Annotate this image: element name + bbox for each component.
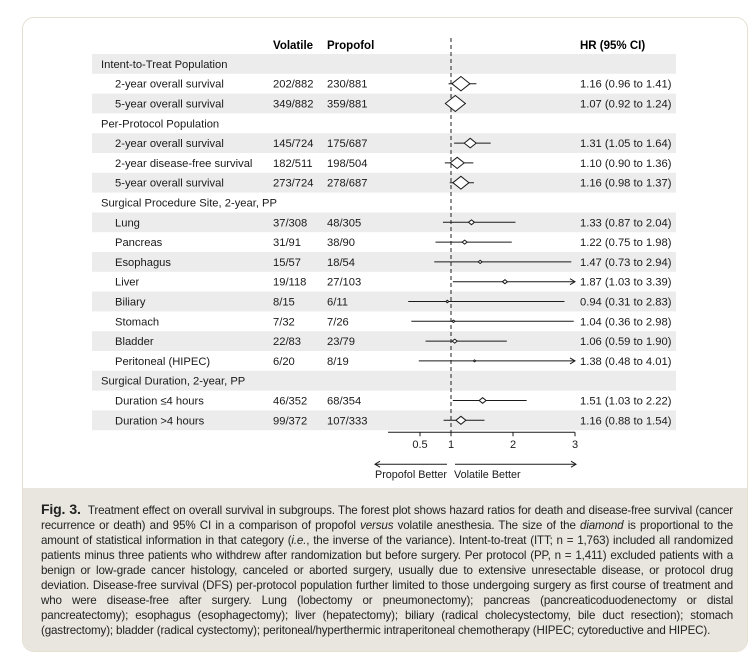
row-label: 2-year overall survival	[115, 138, 224, 151]
caption-italic-ie: i.e.	[291, 534, 307, 547]
propofol-count: 27/103	[327, 276, 362, 289]
row-label: Pancreas	[115, 237, 163, 250]
propofol-count: 175/687	[327, 138, 368, 151]
row-label: Stomach	[115, 316, 160, 329]
caption-text-2: volatile anesthesia. The size of the	[393, 519, 581, 532]
table-row	[115, 237, 672, 249]
caption-italic-versus: versus	[360, 519, 394, 532]
diamond-marker-icon	[450, 157, 464, 168]
row-label: 2-year overall survival	[115, 78, 224, 91]
hr-ci-value: 0.94 (0.31 to 2.83)	[580, 296, 672, 309]
figure-label: Fig. 3.	[41, 501, 81, 517]
group-row	[101, 59, 227, 71]
volatile-count: 6/20	[273, 355, 295, 368]
direction-arrows	[375, 461, 576, 481]
volatile-count: 7/32	[273, 316, 295, 329]
row-label: 5-year overall survival	[115, 98, 224, 111]
row-label: Peritoneal (HIPEC)	[115, 355, 211, 368]
group-row	[101, 198, 277, 210]
propofol-better-label: Propofol Better	[375, 469, 448, 482]
row-label: Lung	[115, 217, 140, 230]
propofol-count: 68/354	[327, 395, 362, 408]
volatile-count: 46/352	[273, 395, 308, 408]
hr-ci-value: 1.04 (0.36 to 2.98)	[580, 316, 672, 329]
volatile-count: 273/724	[273, 177, 314, 190]
diamond-marker-icon	[452, 320, 455, 322]
hr-ci-value: 1.31 (1.05 to 1.64)	[580, 138, 672, 151]
volatile-count: 22/83	[273, 336, 301, 349]
hr-ci-value: 1.22 (0.75 to 1.98)	[580, 237, 672, 250]
diamond-marker-icon	[479, 398, 486, 404]
axis-tick-label: 2	[509, 439, 517, 452]
caption-text-4: , the inverse of the variance). Intent-to-treat (ITT; n = 1,763) included all randomized patients minus three patients who withdrew after randomization but before surgery. Per protocol (PP, n = 1,411) excluded patients with a benign or low-grade cancer histology, canceled or aborted surgery, usually due to extensive unresectable disease, or protocol drug deviation. Disease-free survival (DFS) per-protocol population further limited to those undergoing surgery as first course of treatment and who were disease-free after surgery. Lung (lobectomy or pneumonectomy); pancreas (pancreaticoduodenectomy or distal pancreatectomy); esophagus (esophagectomy); liver (hepatectomy); biliary (radical cholecystectomy, bile duct resection); stomach (gastrectomy); bladder (radical cystectomy); peritoneal/hyperthermic intraperitoneal chemotherapy (HIPEC; cytoreductive and HIPEC).	[41, 534, 733, 637]
diamond-marker-icon	[502, 280, 507, 284]
table-row	[115, 158, 672, 170]
propofol-count: 278/687	[327, 177, 368, 190]
table-row	[115, 79, 672, 91]
axis-tick-label: 0.5	[412, 439, 428, 452]
forest-plot-area	[23, 18, 748, 488]
diamond-marker-icon	[452, 77, 470, 91]
hr-ci-value: 1.47 (0.73 to 2.94)	[580, 256, 672, 269]
group-row	[101, 118, 219, 130]
group-label: Surgical Procedure Site, 2-year, PP	[101, 197, 277, 210]
volatile-count: 202/882	[273, 78, 314, 91]
group-row	[101, 376, 245, 388]
propofol-count: 38/90	[327, 237, 355, 250]
column-header-volatile: Volatile	[273, 40, 314, 52]
diamond-marker-icon	[473, 360, 475, 362]
group-label: Per-Protocol Population	[101, 118, 220, 131]
hr-ci-value: 1.38 (0.48 to 4.01)	[580, 355, 672, 368]
volatile-better-label: Volatile Better	[454, 469, 521, 482]
table-row	[115, 396, 672, 408]
figure-card	[22, 17, 748, 652]
propofol-count: 359/881	[327, 98, 368, 111]
volatile-count: 349/882	[273, 98, 314, 111]
hr-ci-value: 1.16 (0.88 to 1.54)	[580, 415, 672, 428]
column-header-hr: HR (95% CI)	[580, 40, 646, 52]
hr-ci-value: 1.16 (0.98 to 1.37)	[580, 177, 672, 190]
group-label: Surgical Duration, 2-year, PP	[101, 375, 246, 388]
volatile-count: 145/724	[273, 138, 314, 151]
caption-italic-diamond: diamond	[580, 519, 624, 532]
forest-plot	[23, 18, 748, 488]
volatile-count: 99/372	[273, 415, 308, 428]
propofol-count: 7/26	[327, 316, 349, 329]
propofol-count: 48/305	[327, 217, 362, 230]
hr-ci-value: 1.33 (0.87 to 2.04)	[580, 217, 672, 230]
volatile-count: 19/118	[273, 276, 307, 289]
hr-ci-value: 1.87 (1.03 to 3.39)	[580, 276, 672, 289]
propofol-count: 18/54	[327, 256, 355, 269]
axis-tick-label: 1	[447, 439, 455, 452]
hr-ci-value: 1.06 (0.59 to 1.90)	[580, 336, 672, 349]
table-row	[115, 277, 672, 289]
volatile-count: 15/57	[273, 256, 301, 269]
hr-ci-value: 1.51 (1.03 to 2.22)	[580, 395, 672, 408]
propofol-count: 6/11	[327, 296, 348, 309]
volatile-count: 8/15	[273, 296, 295, 309]
hr-ci-value: 1.16 (0.96 to 1.41)	[580, 78, 672, 91]
propofol-count: 230/881	[327, 78, 368, 91]
row-label: Duration ≤4 hours	[115, 395, 204, 408]
column-header-propofol: Propofol	[327, 40, 375, 52]
hr-ci-value: 1.10 (0.90 to 1.36)	[580, 157, 672, 170]
propofol-count: 8/19	[327, 355, 349, 368]
propofol-count: 107/333	[327, 415, 368, 428]
table-row	[115, 356, 672, 368]
axis-tick-label: 3	[571, 439, 579, 452]
diamond-marker-icon	[446, 300, 449, 302]
group-label: Intent-to-Treat Population	[101, 58, 228, 71]
row-label: Bladder	[115, 336, 154, 349]
propofol-count: 198/504	[327, 157, 368, 170]
row-label: Liver	[115, 276, 140, 289]
figure-caption	[23, 488, 748, 652]
row-label: Biliary	[115, 296, 146, 309]
volatile-count: 182/511	[273, 157, 313, 170]
caption-text-3: is proportional to the amount of statistical information in that category (	[41, 519, 733, 547]
table-row	[115, 316, 672, 328]
caption-text-1: Treatment effect on overall survival in subgroups. The forest plot shows hazard ratios for death and disease-free survival (cancer recurrence or death) and 95% CI in a comparison of propofol	[41, 504, 733, 532]
row-label: Esophagus	[115, 256, 171, 269]
row-label: 5-year overall survival	[115, 177, 224, 190]
volatile-count: 37/308	[273, 217, 308, 230]
diamond-marker-icon	[462, 240, 467, 244]
propofol-count: 23/79	[327, 336, 355, 349]
x-axis	[388, 432, 578, 451]
hr-ci-value: 1.07 (0.92 to 1.24)	[580, 98, 672, 111]
row-label: Duration >4 hours	[115, 415, 205, 428]
diamond-marker-icon	[478, 260, 482, 263]
row-label: 2-year disease-free survival	[115, 157, 253, 170]
volatile-count: 31/91	[273, 237, 301, 250]
